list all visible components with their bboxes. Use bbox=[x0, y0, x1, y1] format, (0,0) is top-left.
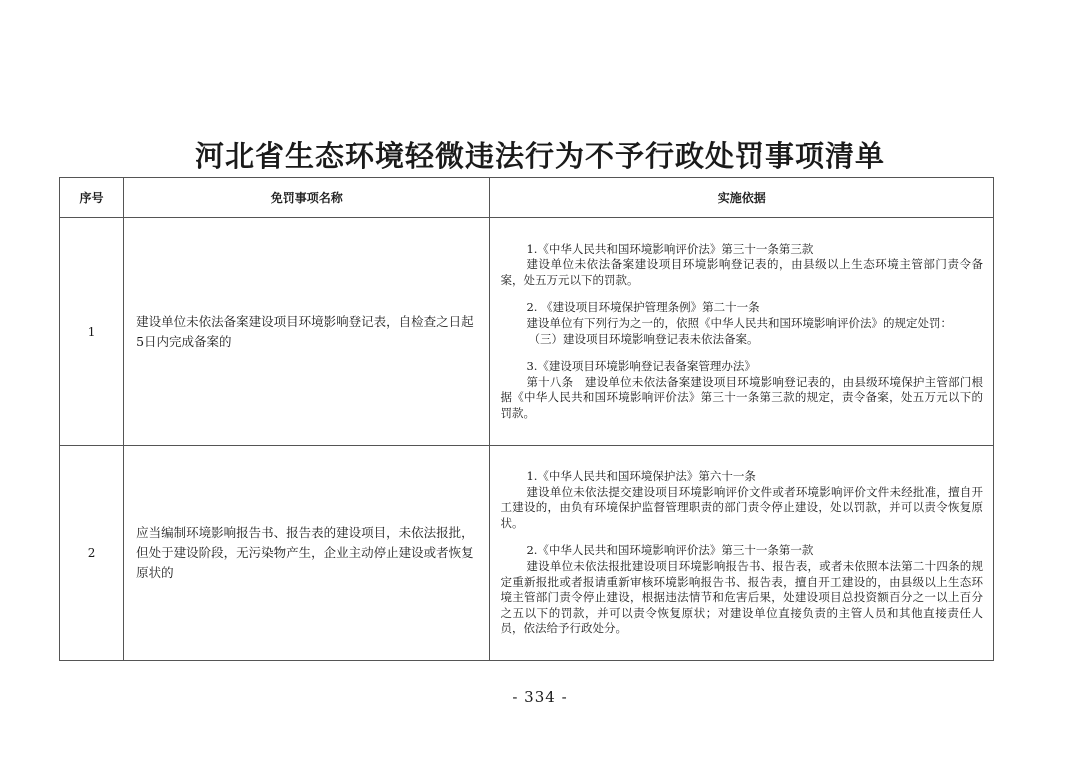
basis-text: 建设单位有下列行为之一的，依照《中华人民共和国环境影响评价法》的规定处罚： bbox=[526, 315, 952, 330]
basis-text: 建设单位未依法报批建设项目环境影响报告书、报告表，或者未依照本法第二十四条的规定重新报批或者报请重新审核环境影响报告书、报告表，擅自开工建设的，由县级以上生态环境主管部门责令停止建设，根据违法情节和危害后果，处建设项目总投资额百分之一以上百分之五以下的罚款，并可以责令恢复原状；对建设单位直接负责的主管人员和其他直接责任人员，依法给予行政处分。 bbox=[500, 559, 983, 636]
table-row bbox=[60, 446, 994, 661]
basis-text: 第十八条 建设单位未依法备案建设项目环境影响登记表的，由县级环境保护主管部门根据《中华人民共和国环境影响评价法》第三十一条第三款的规定，责令备案，处五万元以下的罚款。 bbox=[500, 374, 983, 420]
basis-heading: 1.《中华人民共和国环境影响评价法》第三十一条第三款 bbox=[526, 241, 814, 256]
header-no: 序号 bbox=[60, 178, 124, 218]
basis-heading: 2.《中华人民共和国环境影响评价法》第三十一条第一款 bbox=[526, 543, 814, 558]
table-row bbox=[60, 218, 994, 446]
document-title: 河北省生态环境轻微违法行为不予行政处罚事项清单 bbox=[194, 139, 885, 173]
row-number: 2 bbox=[60, 446, 124, 661]
basis-text: 建设单位未依法提交建设项目环境影响评价文件或者环境影响评价文件未经批准，擅自开工建设的，由负有环境保护监督管理职责的部门责令停止建设，处以罚款，并可以责令恢复原状。 bbox=[500, 484, 983, 530]
header-basis: 实施依据 bbox=[490, 178, 994, 218]
basis-heading: 1.《中华人民共和国环境保护法》第六十一条 bbox=[526, 469, 756, 484]
legal-basis bbox=[490, 446, 994, 661]
table-header-row bbox=[60, 178, 994, 218]
page-number: - 334 - bbox=[512, 688, 568, 706]
row-number: 1 bbox=[60, 218, 124, 446]
item-name: 建设单位未依法备案建设项目环境影响登记表，自检查之日起5日内完成备案的 bbox=[124, 218, 490, 446]
basis-item: （三）建设项目环境影响登记表未依法备案。 bbox=[528, 331, 759, 346]
basis-text: 建设单位未依法备案建设项目环境影响登记表的，由县级以上生态环境主管部门责令备案，处五万元以下的罚款。 bbox=[500, 257, 983, 287]
exemption-table bbox=[59, 177, 994, 661]
basis-heading: 2. 《建设项目环境保护管理条例》第二十一条 bbox=[526, 300, 760, 315]
basis-heading: 3.《建设项目环境影响登记表备案管理办法》 bbox=[526, 359, 756, 374]
header-name: 免罚事项名称 bbox=[124, 178, 490, 218]
legal-basis bbox=[490, 218, 994, 446]
item-name: 应当编制环境影响报告书、报告表的建设项目，未依法报批，但处于建设阶段，无污染物产生，企业主动停止建设或者恢复原状的 bbox=[124, 446, 490, 661]
